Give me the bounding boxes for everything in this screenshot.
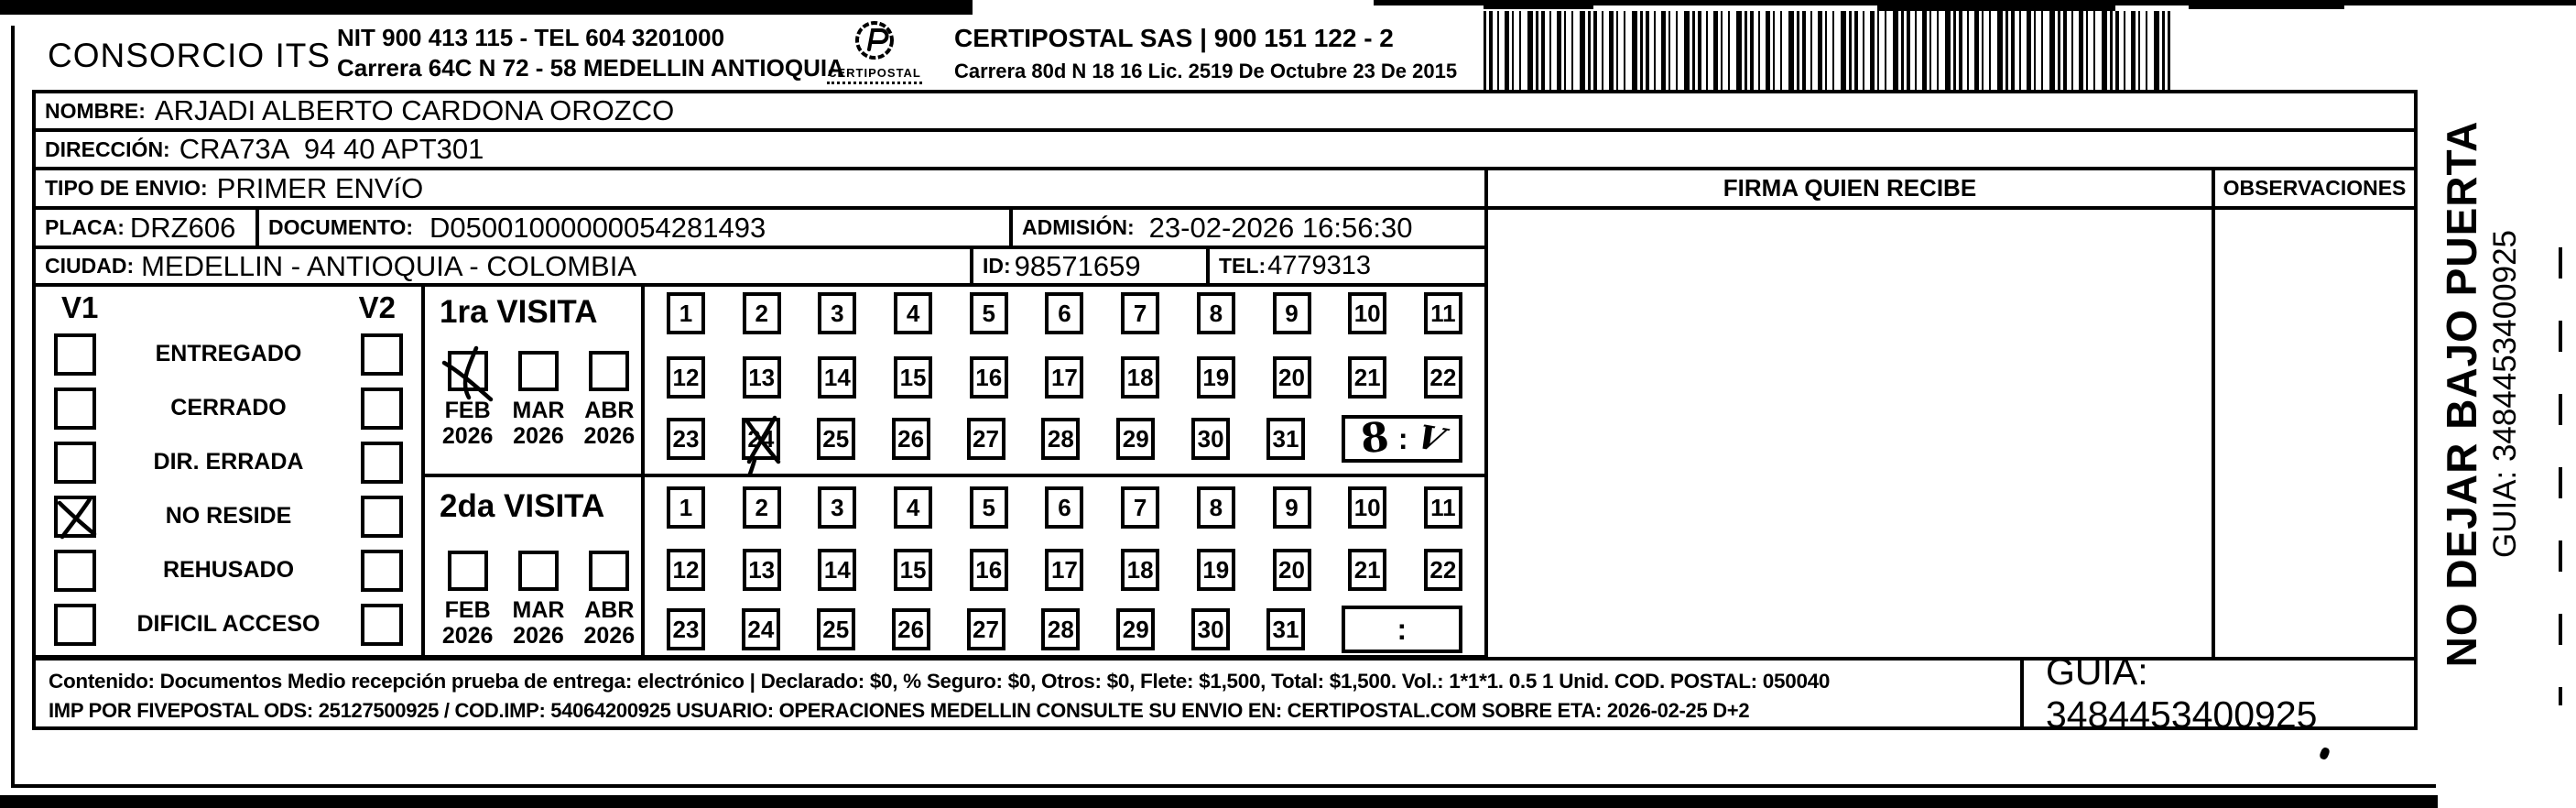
documento-label: DOCUMENTO:	[268, 215, 414, 239]
status-label: DIR. ERRADA	[153, 449, 304, 475]
day-cell: 18	[1121, 549, 1159, 591]
day-cell: 27	[967, 418, 1005, 460]
side-guia-number: GUIA: 3484453400925	[2487, 229, 2523, 559]
month-year: 2026	[441, 623, 494, 649]
day-cell: 19	[1197, 549, 1235, 591]
cell-documento	[255, 206, 1013, 249]
placa-value: DRZ606	[129, 211, 236, 244]
month-checkbox	[448, 351, 488, 391]
day-cell: 6	[1045, 486, 1083, 529]
day-cell: 18	[1121, 356, 1159, 399]
status-label: CERRADO	[170, 395, 287, 420]
certipostal-license-line: Carrera 80d N 18 16 Lic. 2519 De Octubre 23 De 2015	[954, 60, 1458, 82]
firma-header	[1484, 167, 2215, 210]
day-cell: 19	[1197, 356, 1235, 399]
day-cell: 14	[818, 356, 856, 399]
day-cell: 21	[1348, 549, 1386, 591]
month-option	[578, 351, 641, 449]
firma-header-label: FIRMA QUIEN RECIBE	[1723, 174, 1977, 202]
day-cell: 11	[1424, 486, 1462, 529]
day-cell: 10	[1348, 486, 1386, 529]
status-label: ENTREGADO	[155, 341, 302, 366]
day-row	[667, 549, 1462, 591]
day-cell: 7	[1121, 486, 1159, 529]
day-cell: 5	[970, 292, 1008, 334]
month-checkbox	[589, 551, 629, 591]
day-cell: 25	[817, 418, 855, 460]
first-visit-title: 1ra VISITA	[440, 294, 598, 330]
v1-checkbox	[54, 496, 96, 538]
day-row	[667, 356, 1462, 399]
day-cell: 4	[894, 292, 932, 334]
day-cell: 7	[1121, 292, 1159, 334]
scan-blob	[1877, 0, 2115, 11]
logo-wordmark: CERTIPOSTAL	[828, 66, 921, 80]
v1-checkbox	[54, 550, 96, 592]
day-row	[667, 415, 1462, 463]
day-cell: 28	[1041, 418, 1080, 460]
admision-value: 23-02-2026 16:56:30	[1148, 211, 1413, 244]
day-cell: 2	[743, 486, 781, 529]
day-cell: 29	[1116, 608, 1155, 650]
cell-id	[970, 246, 1210, 287]
certipostal-company-line: CERTIPOSTAL SAS | 900 151 122 - 2	[954, 24, 1394, 52]
side-note-rotated	[2425, 73, 2538, 715]
do-not-leave-under-door-text: NO DEJAR BAJO PUERTA	[2438, 120, 2485, 668]
day-cell: 20	[1273, 549, 1311, 591]
scan-edge-top	[0, 0, 973, 15]
status-row	[36, 435, 421, 489]
month-option	[506, 551, 570, 649]
day-cell: 26	[892, 418, 930, 460]
tel-value: 4779313	[1267, 251, 1372, 280]
direccion-value: CRA73A 94 40 APT301	[179, 133, 484, 165]
v2-column-label: V2	[358, 290, 396, 324]
shipment-details-box	[32, 657, 2024, 730]
scan-speck	[2319, 747, 2331, 760]
ciudad-label: CIUDAD:	[45, 254, 135, 278]
nombre-value: ARJADI ALBERTO CARDONA OROZCO	[154, 94, 675, 126]
documento-value: D05001000000054281493	[429, 211, 766, 244]
ticket-left-border	[11, 26, 15, 788]
day-cell: 25	[817, 608, 855, 650]
certipostal-info-block	[954, 23, 1457, 86]
day-cell: 24	[742, 418, 780, 460]
handwritten-hour: 8	[1358, 413, 1392, 464]
day-cell: 16	[970, 356, 1008, 399]
cell-placa	[32, 206, 259, 249]
day-cell: 9	[1273, 292, 1311, 334]
v1-checkbox	[54, 388, 96, 430]
day-cell: 29	[1116, 418, 1155, 460]
day-row	[667, 292, 1462, 334]
time-cell	[1342, 415, 1462, 463]
second-visit-months	[425, 551, 641, 649]
handwritten-x-mark	[55, 497, 99, 540]
v2-checkbox	[361, 442, 403, 484]
month-year: 2026	[513, 623, 564, 649]
delivery-status-panel	[32, 283, 425, 659]
month-label: MAR	[512, 597, 565, 623]
day-cell: 17	[1045, 356, 1083, 399]
row-tipo-envio	[32, 167, 1488, 210]
visit-columns-header	[36, 287, 421, 327]
day-cell: 21	[1348, 356, 1386, 399]
scan-blob	[2189, 0, 2344, 9]
status-label: REHUSADO	[162, 557, 295, 583]
cell-tel	[1206, 246, 1488, 287]
logo-tagline-dots	[827, 82, 922, 84]
v2-checkbox	[361, 333, 403, 376]
handwritten-minutes: V	[1410, 418, 1450, 460]
day-cell: 26	[892, 608, 930, 650]
day-cell: 2	[743, 292, 781, 334]
day-cell: 1	[667, 486, 705, 529]
ticket-bottom-border	[11, 784, 2436, 788]
second-visit-title: 2da VISITA	[440, 488, 605, 524]
id-label: ID:	[983, 254, 1011, 278]
day-cell: 3	[818, 486, 856, 529]
status-label: DIFICIL ACCESO	[136, 611, 321, 637]
day-cell: 3	[818, 292, 856, 334]
status-row	[36, 489, 421, 543]
month-year: 2026	[583, 423, 636, 449]
day-cell: 31	[1266, 608, 1305, 650]
month-checkbox	[518, 351, 559, 391]
day-cell: 22	[1424, 549, 1462, 591]
day-cell: 23	[667, 608, 705, 650]
day-cell: 30	[1191, 418, 1230, 460]
cell-admision	[1009, 206, 1488, 249]
shipment-details-line1: Contenido: Documentos Medio recepción prueba de entrega: electrónico | Declarado: $0, % Seguro: $0, Otros: $0, Flete: $1,500, Total: $1,500. Vol.: 1*1*1. 0.5 1 Unid. COD. POSTAL: 050040	[49, 670, 1831, 693]
time-cell	[1342, 606, 1462, 653]
scan-blob	[1484, 0, 1593, 9]
status-row	[36, 543, 421, 597]
guia-number: GUIA: 3484453400925	[2046, 650, 2318, 736]
day-cell: 31	[1266, 418, 1305, 460]
month-label: FEB	[444, 398, 491, 423]
day-cell: 5	[970, 486, 1008, 529]
month-year: 2026	[583, 623, 636, 649]
day-cell: 6	[1045, 292, 1083, 334]
tipo-envio-label: TIPO DE ENVIO:	[45, 176, 208, 200]
placa-label: PLACA:	[45, 215, 125, 239]
row-nombre	[32, 90, 2418, 132]
day-row	[667, 486, 1462, 529]
month-checkbox	[518, 551, 559, 591]
first-visit-panel	[421, 283, 645, 477]
day-cell: 14	[818, 549, 856, 591]
company-contact-block	[337, 23, 844, 83]
v1-checkbox	[54, 442, 96, 484]
day-cell: 22	[1424, 356, 1462, 399]
month-label: MAR	[512, 398, 565, 423]
month-year: 2026	[513, 423, 564, 449]
day-cell: 12	[667, 356, 705, 399]
guia-number-box	[2020, 650, 2418, 736]
company-nit-line: NIT 900 413 115 - TEL 604 3201000	[337, 24, 725, 51]
day-cell: 24	[742, 608, 780, 650]
second-visit-day-grid	[641, 474, 1488, 659]
tracking-barcode	[1484, 11, 2170, 90]
v2-checkbox	[361, 604, 403, 646]
day-cell: 28	[1041, 608, 1080, 650]
ciudad-value: MEDELLIN - ANTIOQUIA - COLOMBIA	[141, 249, 636, 282]
status-row	[36, 381, 421, 435]
handwritten-day-cross	[742, 420, 786, 464]
certipostal-logo-icon	[848, 16, 901, 68]
v1-column-label: V1	[61, 290, 99, 324]
tel-label: TEL:	[1219, 254, 1266, 278]
row-direccion	[32, 128, 2418, 170]
handwritten-check-mark	[449, 352, 493, 396]
day-cell: 20	[1273, 356, 1311, 399]
day-cell: 23	[667, 418, 705, 460]
time-separator: :	[1397, 612, 1408, 646]
observaciones-area	[2212, 206, 2418, 661]
month-label: ABR	[584, 398, 635, 423]
v1-checkbox	[54, 604, 96, 646]
time-separator: :	[1397, 421, 1408, 455]
first-visit-day-grid	[641, 283, 1488, 477]
day-cell: 15	[894, 549, 932, 591]
month-checkbox	[448, 551, 488, 591]
month-option	[436, 351, 499, 449]
company-address-line: Carrera 64C N 72 - 58 MEDELLIN ANTIOQUIA	[337, 54, 844, 82]
month-option	[436, 551, 499, 649]
direccion-label: DIRECCIÓN:	[45, 136, 170, 161]
month-option	[506, 351, 570, 449]
v1-checkbox	[54, 333, 96, 376]
admision-label: ADMISIÓN:	[1022, 215, 1135, 239]
status-options	[36, 327, 421, 651]
day-cell: 4	[894, 486, 932, 529]
day-cell: 30	[1191, 608, 1230, 650]
v2-checkbox	[361, 496, 403, 538]
shipment-details-line2: IMP POR FIVEPOSTAL ODS: 25127500925 / COD.IMP: 54064200925 USUARIO: OPERACIONES MEDELLIN CONSULTE SU ENVIO EN: CERTIPOSTAL.COM SOBRE ETA: 2026-02-25 D+2	[49, 699, 1750, 722]
day-cell: 12	[667, 549, 705, 591]
status-row	[36, 597, 421, 651]
observaciones-header	[2212, 167, 2418, 210]
day-cell: 17	[1045, 549, 1083, 591]
day-cell: 27	[967, 608, 1005, 650]
day-cell: 13	[743, 549, 781, 591]
firma-area	[1484, 206, 2215, 661]
day-cell: 11	[1424, 292, 1462, 334]
month-checkbox	[589, 351, 629, 391]
v2-checkbox	[361, 550, 403, 592]
tipo-envio-value: PRIMER ENVíO	[216, 171, 424, 204]
id-value: 98571659	[1014, 249, 1141, 282]
nombre-label: NOMBRE:	[45, 98, 146, 123]
day-cell: 8	[1197, 292, 1235, 334]
day-cell: 16	[970, 549, 1008, 591]
status-row	[36, 327, 421, 381]
perforation-dashed-line	[2559, 247, 2562, 705]
day-cell: 9	[1273, 486, 1311, 529]
day-cell: 10	[1348, 292, 1386, 334]
day-cell: 1	[667, 292, 705, 334]
month-label: FEB	[444, 597, 491, 623]
scan-edge-bottom	[0, 795, 2438, 808]
month-label: ABR	[584, 597, 635, 623]
month-year: 2026	[441, 423, 494, 449]
day-row	[667, 606, 1462, 653]
second-visit-panel	[421, 474, 645, 659]
first-visit-months	[425, 351, 641, 449]
day-cell: 8	[1197, 486, 1235, 529]
certipostal-logo	[815, 16, 934, 84]
day-cell: 13	[743, 356, 781, 399]
status-label: NO RESIDE	[165, 503, 292, 529]
observaciones-header-label: OBSERVACIONES	[2223, 176, 2407, 200]
company-name: CONSORCIO ITS	[48, 37, 332, 74]
day-cell: 15	[894, 356, 932, 399]
month-option	[578, 551, 641, 649]
cell-ciudad	[32, 246, 973, 287]
v2-checkbox	[361, 388, 403, 430]
